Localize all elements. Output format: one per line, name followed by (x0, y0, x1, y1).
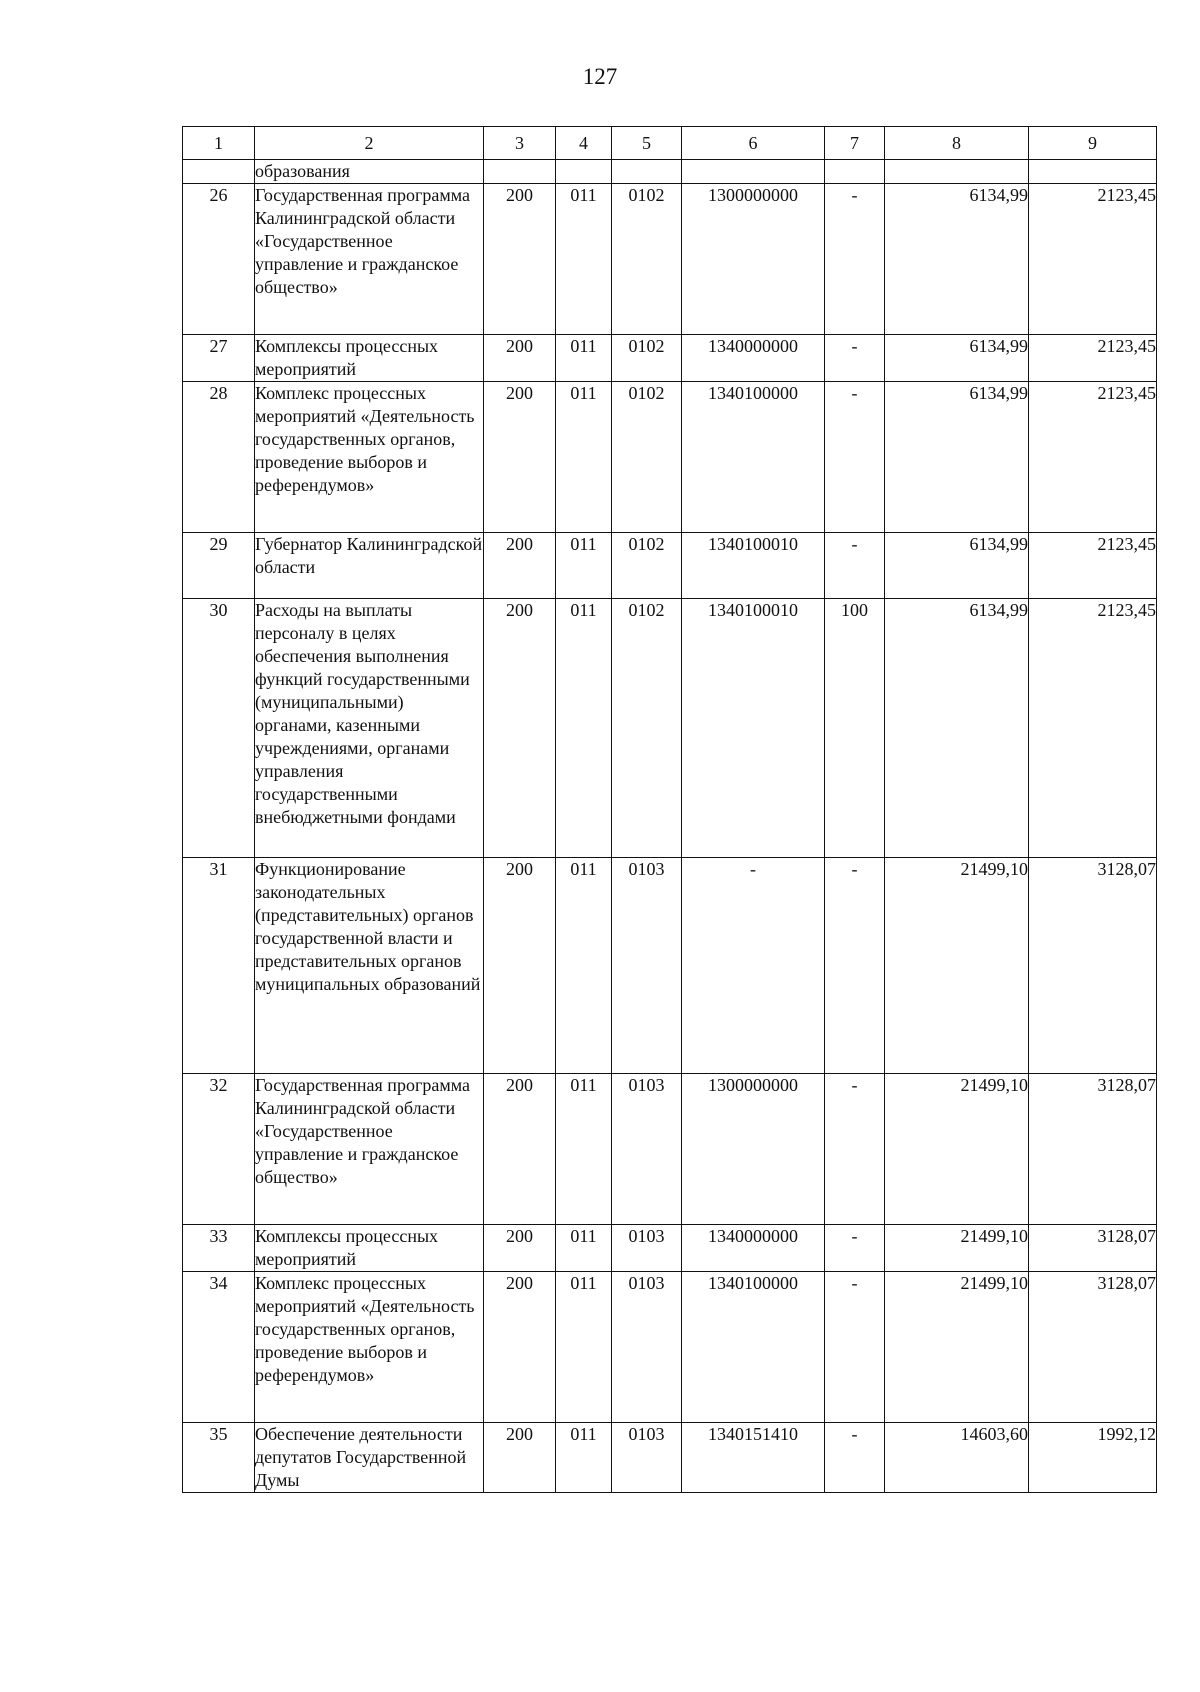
item-name: Комплекс процессных мероприятий «Деятельность государственных органов, проведение выборов и референдумов» (255, 1272, 484, 1423)
column-header: 6 (682, 127, 825, 160)
row-number: 31 (183, 858, 255, 1074)
expense-type: - (825, 1272, 885, 1423)
table-row (183, 382, 1157, 533)
column-header: 4 (556, 127, 612, 160)
header-row (183, 127, 1157, 160)
target-code: 1340100000 (682, 1272, 825, 1423)
section-code: 0103 (612, 858, 682, 1074)
expense-type: - (825, 1074, 885, 1225)
expense-type: - (825, 533, 885, 599)
amount-col8: 14603,60 (885, 1423, 1029, 1493)
section-code: 0102 (612, 184, 682, 335)
item-name: Комплексы процессных мероприятий (255, 335, 484, 382)
table-row (183, 858, 1157, 1074)
continuation-row (183, 160, 1157, 184)
code-col3: 200 (484, 1272, 556, 1423)
column-header: 8 (885, 127, 1029, 160)
amount-col9: 3128,07 (1029, 858, 1157, 1074)
target-code: 1340151410 (682, 1423, 825, 1493)
section-code: 0103 (612, 1423, 682, 1493)
target-code: - (682, 858, 825, 1074)
section-code: 0103 (612, 1074, 682, 1225)
amount-col8: 6134,99 (885, 335, 1029, 382)
code-col4: 011 (556, 1272, 612, 1423)
code-col3: 200 (484, 533, 556, 599)
item-name: Комплексы процессных мероприятий (255, 1225, 484, 1272)
column-header: 7 (825, 127, 885, 160)
code-col4: 011 (556, 1225, 612, 1272)
amount-col9: 3128,07 (1029, 1074, 1157, 1225)
code-col3: 200 (484, 1225, 556, 1272)
section-code: 0103 (612, 1272, 682, 1423)
code-col4: 011 (556, 599, 612, 858)
expense-type: - (825, 335, 885, 382)
target-code: 1300000000 (682, 1074, 825, 1225)
amount-col8: 21499,10 (885, 858, 1029, 1074)
amount-col8: 21499,10 (885, 1074, 1029, 1225)
code-col3: 200 (484, 1074, 556, 1225)
row-number: 29 (183, 533, 255, 599)
code-col4: 011 (556, 1074, 612, 1225)
section-code: 0102 (612, 599, 682, 858)
amount-col8: 21499,10 (885, 1272, 1029, 1423)
table-row (183, 533, 1157, 599)
item-name: Комплекс процессных мероприятий «Деятельность государственных органов, проведение выборов и референдумов» (255, 382, 484, 533)
section-code: 0103 (612, 1225, 682, 1272)
amount-col8: 6134,99 (885, 184, 1029, 335)
amount-col9: 3128,07 (1029, 1272, 1157, 1423)
section-code: 0102 (612, 335, 682, 382)
code-col3: 200 (484, 184, 556, 335)
expense-type: 100 (825, 599, 885, 858)
code-col4: 011 (556, 184, 612, 335)
expense-type: - (825, 1225, 885, 1272)
row-number: 35 (183, 1423, 255, 1493)
code-col4: 011 (556, 1423, 612, 1493)
table-row (183, 1423, 1157, 1493)
amount-col8: 6134,99 (885, 599, 1029, 858)
column-header: 1 (183, 127, 255, 160)
code-col3: 200 (484, 599, 556, 858)
column-header: 2 (255, 127, 484, 160)
code-col4: 011 (556, 382, 612, 533)
code-col3: 200 (484, 1423, 556, 1493)
page-number: 127 (582, 64, 618, 89)
amount-col9: 2123,45 (1029, 533, 1157, 599)
table-row (183, 184, 1157, 335)
amount-col8: 6134,99 (885, 382, 1029, 533)
table-row (183, 1272, 1157, 1423)
amount-col9: 3128,07 (1029, 1225, 1157, 1272)
section-code: 0102 (612, 382, 682, 533)
continuation-text: образования (255, 160, 484, 184)
row-number: 32 (183, 1074, 255, 1225)
code-col3: 200 (484, 335, 556, 382)
column-header: 3 (484, 127, 556, 160)
amount-col9: 2123,45 (1029, 382, 1157, 533)
amount-col9: 1992,12 (1029, 1423, 1157, 1493)
item-name: Расходы на выплаты персоналу в целях обеспечения выполнения функций государственными (муниципальными) органами, казенными учреждениями, органами управления государственными внебюджетными фондами (255, 599, 484, 858)
row-number: 27 (183, 335, 255, 382)
row-number: 28 (183, 382, 255, 533)
item-name: Губернатор Калининградской области (255, 533, 484, 599)
row-number: 33 (183, 1225, 255, 1272)
column-header: 5 (612, 127, 682, 160)
row-number: 34 (183, 1272, 255, 1423)
table-row (183, 599, 1157, 858)
item-name: Функционирование законодательных (представительных) органов государственной власти и представительных органов муниципальных образований (255, 858, 484, 1074)
code-col4: 011 (556, 335, 612, 382)
code-col3: 200 (484, 382, 556, 533)
target-code: 1300000000 (682, 184, 825, 335)
code-col4: 011 (556, 533, 612, 599)
table-row (183, 1074, 1157, 1225)
expense-type: - (825, 382, 885, 533)
table-body (183, 184, 1157, 1493)
code-col3: 200 (484, 858, 556, 1074)
item-name: Обеспечение деятельности депутатов Государственной Думы (255, 1423, 484, 1493)
budget-table (182, 126, 1157, 1493)
expense-type: - (825, 184, 885, 335)
amount-col8: 21499,10 (885, 1225, 1029, 1272)
item-name: Государственная программа Калининградской области «Государственное управление и гражданское общество» (255, 184, 484, 335)
row-number: 30 (183, 599, 255, 858)
amount-col9: 2123,45 (1029, 184, 1157, 335)
amount-col9: 2123,45 (1029, 335, 1157, 382)
target-code: 1340100010 (682, 533, 825, 599)
item-name: Государственная программа Калининградской области «Государственное управление и гражданское общество» (255, 1074, 484, 1225)
table-row (183, 335, 1157, 382)
target-code: 1340100000 (682, 382, 825, 533)
amount-col8: 6134,99 (885, 533, 1029, 599)
row-number: 26 (183, 184, 255, 335)
table-row (183, 1225, 1157, 1272)
section-code: 0102 (612, 533, 682, 599)
column-header: 9 (1029, 127, 1157, 160)
target-code: 1340100010 (682, 599, 825, 858)
expense-type: - (825, 1423, 885, 1493)
target-code: 1340000000 (682, 335, 825, 382)
code-col4: 011 (556, 858, 612, 1074)
amount-col9: 2123,45 (1029, 599, 1157, 858)
target-code: 1340000000 (682, 1225, 825, 1272)
expense-type: - (825, 858, 885, 1074)
